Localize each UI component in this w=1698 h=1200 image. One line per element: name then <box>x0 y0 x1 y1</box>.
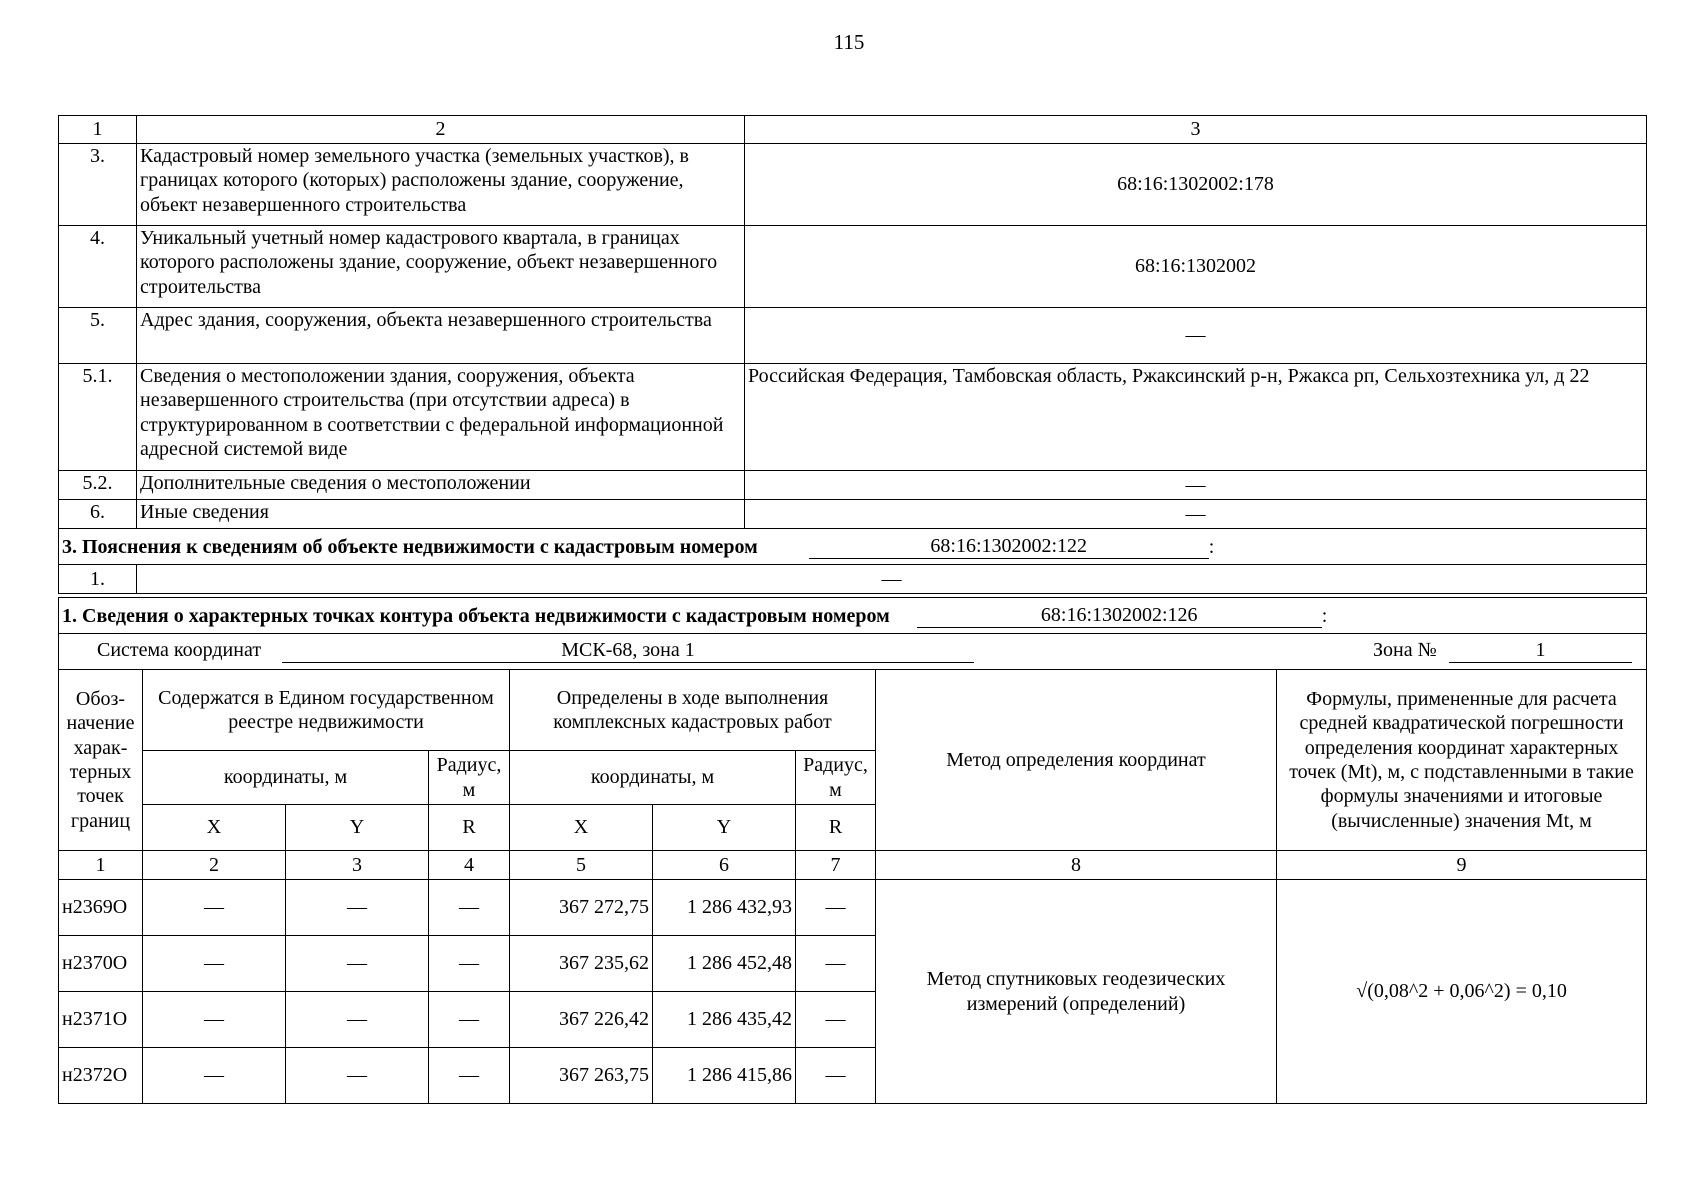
y-egrn: — <box>286 880 429 936</box>
y-value: 1 286 435,42 <box>653 992 796 1048</box>
y-value: 1 286 452,48 <box>653 936 796 992</box>
designation-header: Обоз-начение харак-терных точек границ <box>59 670 143 851</box>
coord-system-label: Система координат <box>97 639 262 661</box>
column-number: 2 <box>137 116 745 144</box>
table-row <box>59 500 1647 529</box>
y-header: Y <box>653 805 796 851</box>
section-3-cadastral: 68:16:1302002:122 <box>809 534 1209 559</box>
column-number-row <box>59 116 1647 144</box>
x-header: X <box>143 805 286 851</box>
header-row-1 <box>59 670 1647 751</box>
row-label: Дополнительные сведения о местоположении <box>137 471 745 500</box>
section-3-title: 3. Пояснения к сведениям об объекте недвижимости с кадастровым номером <box>62 535 758 558</box>
row-number: 3. <box>59 144 137 226</box>
row-value: — <box>745 308 1647 364</box>
row-value: 68:16:1302002 <box>745 226 1647 308</box>
row-value: — <box>745 471 1647 500</box>
y-egrn: — <box>286 936 429 992</box>
coord-system-row <box>59 634 1647 670</box>
point-name: н2369О <box>59 880 143 936</box>
row-value: — <box>137 565 1647 594</box>
point-row <box>59 880 1647 936</box>
points-table <box>58 597 1647 1104</box>
point-name: н2370О <box>59 936 143 992</box>
r-egrn: — <box>429 880 510 936</box>
egrn-header: Содержатся в Едином государственном реестре недвижимости <box>143 670 510 751</box>
column-number: 7 <box>796 851 876 880</box>
column-number: 3 <box>286 851 429 880</box>
y-egrn: — <box>286 1048 429 1104</box>
table-row <box>59 308 1647 364</box>
section-1-title: 1. Сведения о характерных точках контура объекта недвижимости с кадастровым номером <box>62 604 890 627</box>
formula-value: √(0,08^2 + 0,06^2) = 0,10 <box>1277 880 1647 1104</box>
row-number: 6. <box>59 500 137 529</box>
object-info-table <box>58 115 1647 594</box>
row-value: 68:16:1302002:178 <box>745 144 1647 226</box>
r-egrn: — <box>429 1048 510 1104</box>
r-value: — <box>796 992 876 1048</box>
coords-header: координаты, м <box>510 751 796 805</box>
x-value: 367 263,75 <box>510 1048 653 1104</box>
table-row <box>59 144 1647 226</box>
row-label: Уникальный учетный номер кадастрового квартала, в границах которого расположены здание, сооружение, объект незавершенного строительства <box>137 226 745 308</box>
column-number: 1 <box>59 851 143 880</box>
colon: : <box>1208 535 1215 558</box>
column-number-row <box>59 851 1647 880</box>
y-value: 1 286 432,93 <box>653 880 796 936</box>
row-number: 4. <box>59 226 137 308</box>
column-number: 6 <box>653 851 796 880</box>
coord-system-value: МСК-68, зона 1 <box>282 638 974 663</box>
row-label: Адрес здания, сооружения, объекта незавершенного строительства <box>137 308 745 364</box>
r-value: — <box>796 880 876 936</box>
column-number: 2 <box>143 851 286 880</box>
section-3-header <box>59 529 1647 565</box>
r-value: — <box>796 936 876 992</box>
r-value: — <box>796 1048 876 1104</box>
method-header: Метод определения координат <box>876 670 1277 851</box>
coords-header: координаты, м <box>143 751 429 805</box>
formula-header: Формулы, примененные для расчета средней квадратической погрешности определения координат характерных точек (Mt), м, с подставленными в такие формулы значениями и итоговые (вычисленные) значения Mt, м <box>1277 670 1647 851</box>
column-number: 3 <box>745 116 1647 144</box>
x-egrn: — <box>143 936 286 992</box>
section-3-cell <box>59 529 1647 565</box>
y-header: Y <box>286 805 429 851</box>
row-value: — <box>745 500 1647 529</box>
x-value: 367 226,42 <box>510 992 653 1048</box>
kkr-header: Определены в ходе выполнения комплексных кадастровых работ <box>510 670 876 751</box>
zone-value: 1 <box>1449 638 1632 663</box>
section-1-cell <box>59 598 1647 634</box>
x-egrn: — <box>143 1048 286 1104</box>
column-number: 8 <box>876 851 1277 880</box>
row-label: Иные сведения <box>137 500 745 529</box>
colon: : <box>1321 604 1328 627</box>
page-number: 115 <box>833 30 865 54</box>
x-egrn: — <box>143 880 286 936</box>
r-header: R <box>796 805 876 851</box>
zone-label: Зона № <box>1373 639 1437 661</box>
x-value: 367 272,75 <box>510 880 653 936</box>
section-1-header <box>59 598 1647 634</box>
y-value: 1 286 415,86 <box>653 1048 796 1104</box>
r-egrn: — <box>429 992 510 1048</box>
radius-header: Радиус, м <box>429 751 510 805</box>
section-1-cadastral: 68:16:1302002:126 <box>917 603 1322 628</box>
row-label: Сведения о местоположении здания, сооружения, объекта незавершенного строительства (при отсутствии адреса) в структурированном в соответствии с федеральной информационной адресной системой виде <box>137 364 745 471</box>
row-number: 5. <box>59 308 137 364</box>
y-egrn: — <box>286 992 429 1048</box>
x-egrn: — <box>143 992 286 1048</box>
x-value: 367 235,62 <box>510 936 653 992</box>
method-value: Метод спутниковых геодезических измерений (определений) <box>876 880 1277 1104</box>
row-number: 1. <box>59 565 137 594</box>
column-number: 5 <box>510 851 653 880</box>
table-row <box>59 364 1647 471</box>
radius-header: Радиус, м <box>796 751 876 805</box>
column-number: 1 <box>59 116 137 144</box>
point-name: н2371О <box>59 992 143 1048</box>
table-row <box>59 226 1647 308</box>
row-number: 5.2. <box>59 471 137 500</box>
column-number: 4 <box>429 851 510 880</box>
table-row <box>59 471 1647 500</box>
r-header: R <box>429 805 510 851</box>
row-number: 5.1. <box>59 364 137 471</box>
x-header: X <box>510 805 653 851</box>
r-egrn: — <box>429 936 510 992</box>
row-label: Кадастровый номер земельного участка (земельных участков), в границах которого (которых) расположены здание, сооружение, объект незавершенного строительства <box>137 144 745 226</box>
column-number: 9 <box>1277 851 1647 880</box>
coord-system-cell <box>59 634 1647 670</box>
point-name: н2372О <box>59 1048 143 1104</box>
row-value: Российская Федерация, Тамбовская область, Ржаксинский р-н, Ржакса рп, Сельхозтехника ул, д 22 <box>745 364 1647 471</box>
table-row <box>59 565 1647 594</box>
